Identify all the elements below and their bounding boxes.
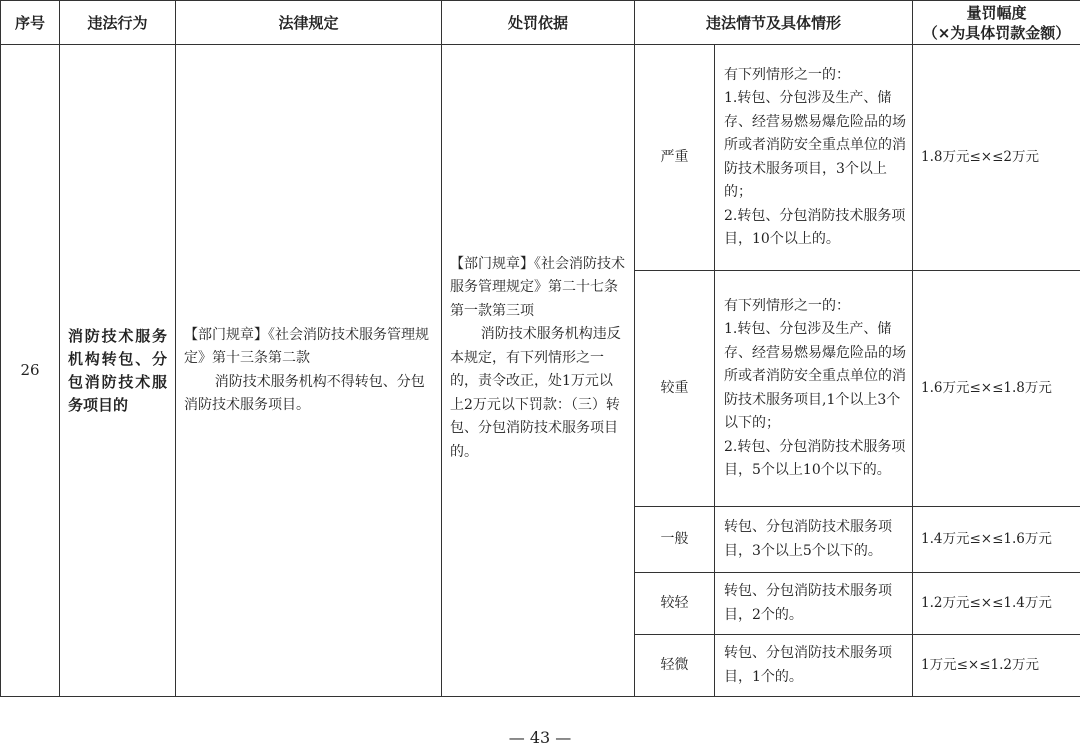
header-detail: 违法情节及具体情形 [635,1,913,45]
fine-range: 1万元≤×≤1.2万元 [913,635,1080,697]
header-law: 法律规定 [176,1,442,45]
fine-range: 1.4万元≤×≤1.6万元 [913,507,1080,573]
desc-line: 有下列情形之一的： [724,66,850,83]
level-description [715,573,913,635]
fine-range: 1.2万元≤×≤1.4万元 [913,573,1080,635]
desc-line: 转包、分包消防技术服务项目，1个的。 [724,645,892,685]
desc-line: 1.转包、分包涉及生产、储存、经营易燃易爆危险品的场所或者消防安全重点单位的消防技术服务项目,1个以上3个以下的； [724,321,906,431]
level-label: 较重 [635,271,715,507]
level-description [715,507,913,573]
desc-line: 2.转包、分包消防技术服务项目，10个以上的。 [724,207,906,247]
level-description [715,45,913,271]
penalty-basis [442,45,635,697]
header-fine-line1: 量罚幅度 [966,3,1027,22]
header-act: 违法行为 [60,1,176,45]
basis-text-1: 【部门规章】《社会消防技术服务管理规定》第二十七条第一款第三项 [450,255,625,319]
header-fine-line2: （×为具体罚款金额） [922,23,1071,42]
row-number: 26 [1,45,60,697]
law-text-1: 【部门规章】《社会消防技术服务管理规定》第十三条第二款 [184,326,429,366]
law-text-2: 消防技术服务机构不得转包、分包消防技术服务项目。 [184,373,425,413]
table-row [1,45,1080,271]
level-label: 一般 [635,507,715,573]
level-label: 较轻 [635,573,715,635]
desc-line: 转包、分包消防技术服务项目，3个以上5个以下的。 [724,519,892,559]
level-description [715,271,913,507]
basis-text-2: 消防技术服务机构违反本规定，有下列情形之一的，责令改正，处1万元以上2万元以下罚款：（三）转包、分包消防技术服务项目的。 [450,326,621,460]
header-basis: 处罚依据 [442,1,635,45]
violation-act: 消防技术服务机构转包、分包消防技术服务项目的 [60,45,176,697]
level-label: 轻微 [635,635,715,697]
level-label: 严重 [635,45,715,271]
legal-provision [176,45,442,697]
desc-line: 转包、分包消防技术服务项目，2个的。 [724,583,892,623]
desc-line: 有下列情形之一的： [724,297,850,314]
header-row [1,1,1080,45]
header-fine [913,1,1080,45]
page-number: — 43 — [508,728,572,747]
header-no: 序号 [1,1,60,45]
desc-line: 1.转包、分包涉及生产、储存、经营易燃易爆危险品的场所或者消防安全重点单位的消防技术服务项目，3个以上的； [724,90,906,200]
fine-range: 1.8万元≤×≤2万元 [913,45,1080,271]
desc-line: 2.转包、分包消防技术服务项目，5个以上10个以下的。 [724,438,906,478]
fine-range: 1.6万元≤×≤1.8万元 [913,271,1080,507]
level-description [715,635,913,697]
